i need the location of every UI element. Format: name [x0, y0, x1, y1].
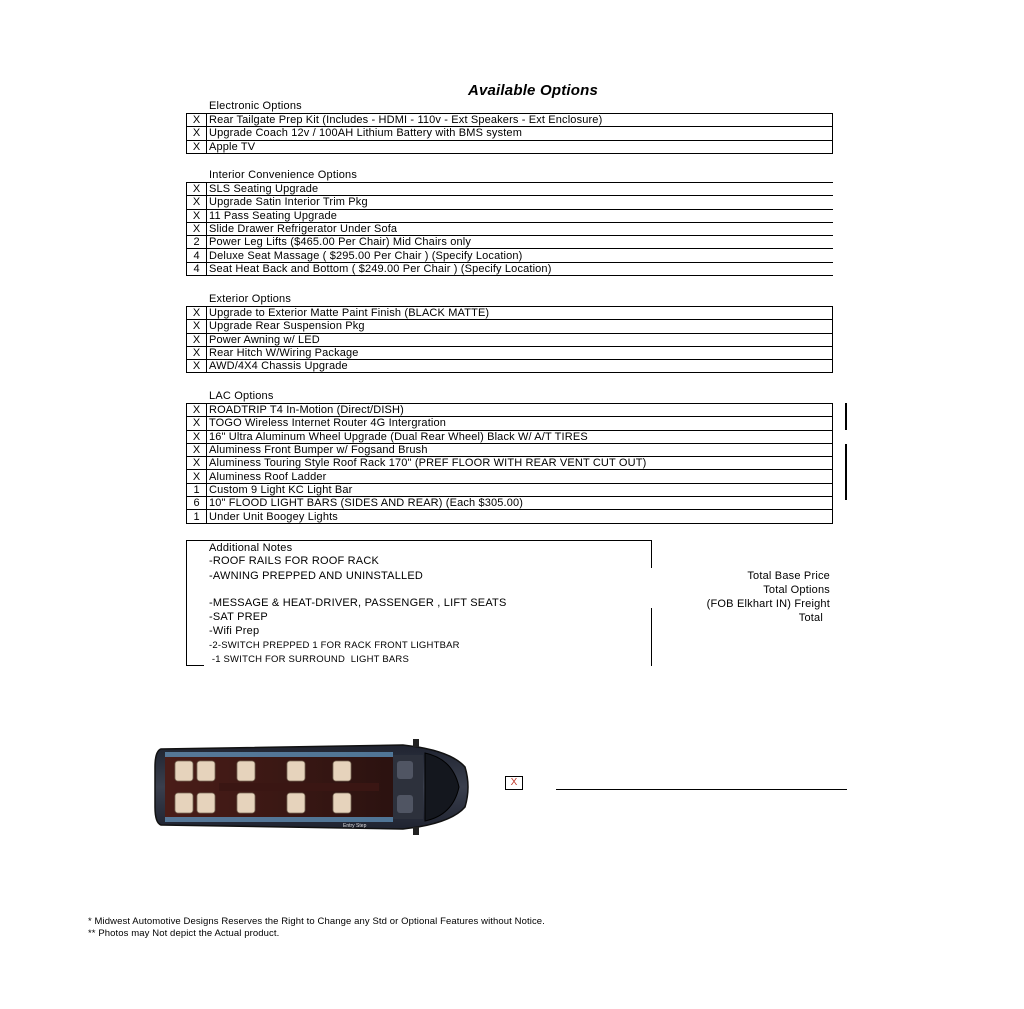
table-row	[187, 307, 833, 320]
option-description: Upgrade Satin Interior Trim Pkg	[207, 196, 834, 209]
qty-cell: X	[187, 307, 207, 320]
option-description: SLS Seating Upgrade	[207, 183, 834, 196]
option-description: TOGO Wireless Internet Router 4G Intergration	[207, 417, 833, 430]
van-floorplan-svg	[153, 737, 471, 837]
option-description: Aluminess Touring Style Roof Rack 170" (PREF FLOOR WITH REAR VENT CUT OUT)	[207, 457, 833, 470]
option-description: Rear Hitch W/Wiring Package	[207, 346, 833, 359]
qty-cell: X	[187, 346, 207, 359]
table-row	[187, 497, 833, 510]
qty-cell: X	[187, 430, 207, 443]
freight-label: (FOB Elkhart IN) Freight	[706, 598, 830, 610]
option-description: Deluxe Seat Massage ( $295.00 Per Chair ) (Specify Location)	[207, 249, 834, 262]
notes-bottom-tick	[186, 665, 204, 666]
table-row	[187, 346, 833, 359]
section-heading-lac: LAC Options	[209, 390, 274, 402]
qty-cell: X	[187, 196, 207, 209]
note-line: -SAT PREP	[209, 611, 268, 623]
option-description: Apple TV	[207, 140, 833, 153]
note-line: -MESSAGE & HEAT-DRIVER, PASSENGER , LIFT SEATS	[209, 597, 507, 609]
note-line: -Wifi Prep	[209, 625, 260, 637]
qty-cell: X	[187, 360, 207, 373]
table-row	[187, 196, 834, 209]
qty-cell: 1	[187, 510, 207, 523]
qty-cell: X	[187, 417, 207, 430]
table-row	[187, 209, 834, 222]
option-description: 11 Pass Seating Upgrade	[207, 209, 834, 222]
note-line: -ROOF RAILS FOR ROOF RACK	[209, 555, 380, 567]
table-row	[187, 483, 833, 496]
qty-cell: X	[187, 457, 207, 470]
van-floorplan-image	[153, 737, 471, 837]
table-row	[187, 114, 833, 127]
option-description: Seat Heat Back and Bottom ( $249.00 Per Chair ) (Specify Location)	[207, 262, 834, 275]
qty-cell: X	[187, 404, 207, 417]
table-row	[187, 417, 833, 430]
qty-cell: 1	[187, 483, 207, 496]
additional-notes-box	[186, 540, 652, 666]
qty-cell: X	[187, 127, 207, 140]
notes-heading: Additional Notes	[209, 542, 293, 554]
footnote: * Midwest Automotive Designs Reserves the Right to Change any Std or Optional Features without Notice.	[88, 916, 545, 927]
table-row	[187, 140, 833, 153]
qty-cell: X	[187, 470, 207, 483]
total-base-price-label: Total Base Price	[747, 570, 830, 582]
qty-cell: X	[187, 183, 207, 196]
qty-cell: X	[187, 140, 207, 153]
qty-cell: X	[187, 333, 207, 346]
footnote: ** Photos may Not depict the Actual product.	[88, 928, 280, 939]
total-label: Total	[798, 612, 823, 624]
option-description: Rear Tailgate Prep Kit (Includes - HDMI - 110v - Ext Speakers - Ext Enclosure)	[207, 114, 833, 127]
table-row	[187, 470, 833, 483]
option-description: Upgrade Rear Suspension Pkg	[207, 320, 833, 333]
page-title: Available Options	[467, 82, 599, 99]
table-row	[187, 404, 833, 417]
table-row	[187, 236, 834, 249]
table-row	[187, 222, 834, 235]
option-description: AWD/4X4 Chassis Upgrade	[207, 360, 833, 373]
option-description: Slide Drawer Refrigerator Under Sofa	[207, 222, 834, 235]
note-line: -1 SWITCH FOR SURROUND LIGHT BARS	[209, 654, 410, 665]
table-row	[187, 262, 834, 275]
option-description: Upgrade Coach 12v / 100AH Lithium Battery with BMS system	[207, 127, 833, 140]
margin-rule	[845, 444, 847, 500]
table-row	[187, 320, 833, 333]
table-row	[187, 249, 834, 262]
option-description: ROADTRIP T4 In-Motion (Direct/DISH)	[207, 404, 833, 417]
lac-options-table	[186, 403, 833, 524]
pricing-labels	[640, 569, 830, 625]
option-description: Custom 9 Light KC Light Bar	[207, 483, 833, 496]
qty-cell: X	[187, 443, 207, 456]
option-description: Aluminess Front Bumper w/ Fogsand Brush	[207, 443, 833, 456]
floorplan-caption: Entry Step	[343, 823, 367, 829]
option-description: 16" Ultra Aluminum Wheel Upgrade (Dual Rear Wheel) Black W/ A/T TIRES	[207, 430, 833, 443]
table-row	[187, 360, 833, 373]
qty-cell: X	[187, 114, 207, 127]
option-description: Power Leg Lifts ($465.00 Per Chair) Mid Chairs only	[207, 236, 834, 249]
qty-cell: 4	[187, 249, 207, 262]
approval-checkbox[interactable]: X	[505, 776, 523, 790]
qty-cell: 4	[187, 262, 207, 275]
option-description: Upgrade to Exterior Matte Paint Finish (BLACK MATTE)	[207, 307, 833, 320]
exterior-options-table	[186, 306, 833, 373]
table-row	[187, 333, 833, 346]
section-heading-exterior: Exterior Options	[209, 293, 292, 305]
qty-cell: X	[187, 222, 207, 235]
option-description: Power Awning w/ LED	[207, 333, 833, 346]
notes-right-border	[651, 540, 652, 568]
qty-cell: 2	[187, 236, 207, 249]
note-line: -AWNING PREPPED AND UNINSTALLED	[209, 570, 424, 582]
notes-left-border	[186, 540, 187, 666]
option-description: 10" FLOOD LIGHT BARS (SIDES AND REAR) (Each $305.00)	[207, 497, 833, 510]
electronic-options-table	[186, 113, 833, 154]
total-options-label: Total Options	[763, 584, 830, 596]
note-line: -2-SWITCH PREPPED 1 FOR RACK FRONT LIGHTBAR	[209, 640, 460, 651]
table-row	[187, 183, 834, 196]
section-heading-interior: Interior Convenience Options	[209, 169, 358, 181]
section-heading-electronic: Electronic Options	[209, 100, 302, 112]
option-description: Under Unit Boogey Lights	[207, 510, 833, 523]
table-row	[187, 127, 833, 140]
interior-options-table	[186, 182, 833, 276]
margin-rule	[845, 403, 847, 430]
table-row	[187, 510, 833, 523]
table-row	[187, 443, 833, 456]
option-description: Aluminess Roof Ladder	[207, 470, 833, 483]
table-row	[187, 457, 833, 470]
signature-line[interactable]	[556, 789, 847, 790]
qty-cell: X	[187, 209, 207, 222]
qty-cell: 6	[187, 497, 207, 510]
table-row	[187, 430, 833, 443]
qty-cell: X	[187, 320, 207, 333]
